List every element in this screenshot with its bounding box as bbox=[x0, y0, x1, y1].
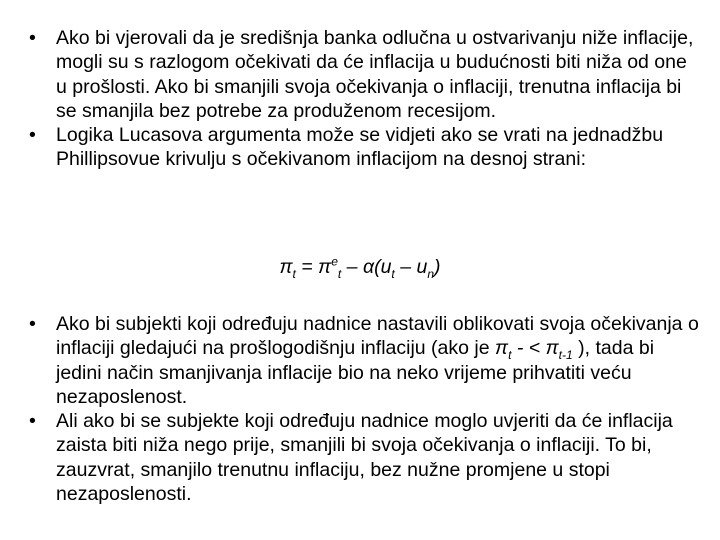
bottom-bullet-list bbox=[29, 312, 701, 506]
bullet-marker: • bbox=[29, 27, 36, 49]
bullet-text: Ako bi subjekti koji određuju nadnice nastavili oblikovati svoja očekivanja o inflaciji gledajući na prošlogodišnju inflaciju (ako je $\pi_t$ - < $\pi_{t-1}$ ), tada bi jedini način smanjivanja inflacije bio na neko vrijeme prihvatiti veću nezaposlenost. bbox=[56, 313, 699, 408]
bullet-text: Logika Lucasova argumenta može se vidjeti ako se vrati na jednadžbu Phillipsovue krivulju s očekivanom inflacijom na desnoj strani: bbox=[56, 124, 664, 171]
bullet-marker: • bbox=[29, 124, 36, 147]
bullet-item-lucas-argument bbox=[29, 123, 701, 172]
bullet-text: Ali ako bi se subjekte koji određuju nadnice moglo uvjeriti da će inflacija zaista biti niža nego prije, smanjili bi svoja očekivanja o inflaciji. To bi, zauzvrat, smanjilo trenutnu inflaciju, bez nužne promjene u stopi nezaposlenosti. bbox=[56, 410, 673, 506]
bullet-item-wage-setters-past bbox=[29, 312, 701, 409]
bullet-item-wage-setters-convinced bbox=[29, 409, 701, 506]
top-bullet-list bbox=[29, 26, 701, 172]
bullet-marker: • bbox=[29, 410, 36, 433]
bullet-marker: • bbox=[29, 313, 36, 335]
phillips-curve-equation: $\pi_t = \pi^e_t - \alpha(u_t - u_n)$ bbox=[279, 254, 441, 281]
bullet-text: Ako bi vjerovali da je središnja banka odlučna u ostvarivanju niže inflacije, mogli su s razlogom očekivati da će inflacija u budućnosti biti niža od one u prošlosti. Ako bi smanjili svoja očekivanja o inflaciji, trenutna inflacija bi se smanjila bez potrebe za produženom recesijom. bbox=[56, 27, 694, 122]
bullet-item-central-bank bbox=[29, 26, 701, 123]
inline-formula: $\pi_t$ - < $\pi_{t-1}$ bbox=[495, 337, 573, 363]
